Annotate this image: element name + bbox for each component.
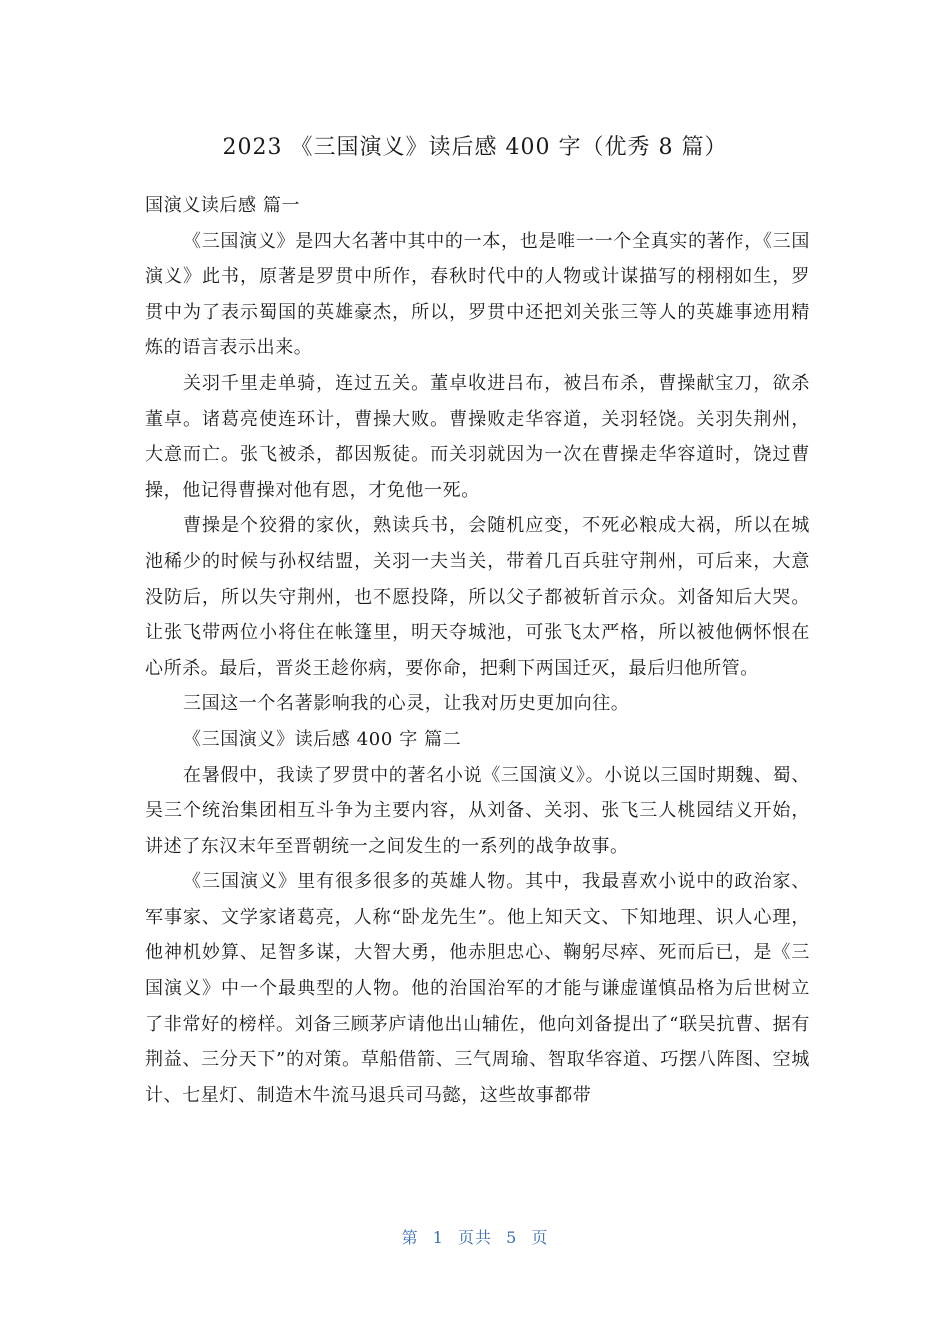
paragraph: 关羽千里走单骑，连过五关。董卓收进吕布，被吕布杀，曹操献宝刀，欲杀董卓。诸葛亮使连环计，曹操大败。曹操败走华容道，关羽轻饶。关羽失荆州，大意而亡。张飞被杀，都因叛徒。而关羽就因为一次在曹操走华容道时，饶过曹操，他记得曹操对他有恩，才免他一死。 — [145, 372, 810, 501]
paragraph: 在暑假中，我读了罗贯中的著名小说《三国演义》。小说以三国时期魏、蜀、吴三个统治集团相互斗争为主要内容，从刘备、关羽、张飞三人桃园结义开始，讲述了东汉末年至晋朝统一之间发生的一系列的战争故事。 — [145, 764, 810, 857]
paragraph: 《三国演义》是四大名著中其中的一本，也是唯一一个全真实的著作，《三国演义》此书，原著是罗贯中所作，春秋时代中的人物或计谋描写的栩栩如生，罗贯中为了表示蜀国的英雄豪杰，所以，罗贯中还把刘关张三等人的英雄事迹用精炼的语言表示出来。 — [145, 230, 810, 359]
paragraph: 三国这一个名著影响我的心灵，让我对历史更加向往。 — [183, 693, 630, 715]
page-footer: 第 1 页共 5 页 — [401, 1228, 549, 1247]
section-heading-2: 《三国演义》读后感 400 字 篇二 — [183, 728, 462, 750]
document-title: 2023 《三国演义》读后感 400 字（优秀 8 篇） — [222, 135, 728, 160]
paragraph: 《三国演义》里有很多很多的英雄人物。其中，我最喜欢小说中的政治家、军事家、文学家诸葛亮，人称“卧龙先生”。他上知天文、下知地理、识人心理，他神机妙算、足智多谋，大智大勇，他赤胆忠心、鞠躬尽瘁、死而后已，是《三国演义》中一个最典型的人物。他的治国治军的才能与谦虚谨慎品格为后世树立了非常好的榜样。刘备三顾茅庐请他出山辅佐，他向刘备提出了“联吴抗曹、据有荆益、三分天下”的对策。草船借箭、三气周瑜、智取华容道、巧摆八阵图、空城计、七星灯、制造木牛流马退兵司马懿，这些故事都带 — [145, 871, 810, 1106]
section-heading-1: 国演义读后感 篇一 — [145, 195, 301, 216]
document-body — [145, 188, 810, 1113]
paragraph: 曹操是个狡猾的家伙，熟读兵书，会随机应变，不死必粮成大祸，所以在城池稀少的时候与孙权结盟，关羽一夫当关，带着几百兵驻守荆州，可后来，大意没防后，所以失守荆州，也不愿投降，所以父子都被斩首示众。刘备知后大哭。让张飞带两位小将住在帐篷里，明天夺城池，可张飞太严格，所以被他俩怀恨在心所杀。最后，晋炎王趁你病，要你命，把剩下两国迁灭，最后归他所管。 — [145, 515, 810, 679]
